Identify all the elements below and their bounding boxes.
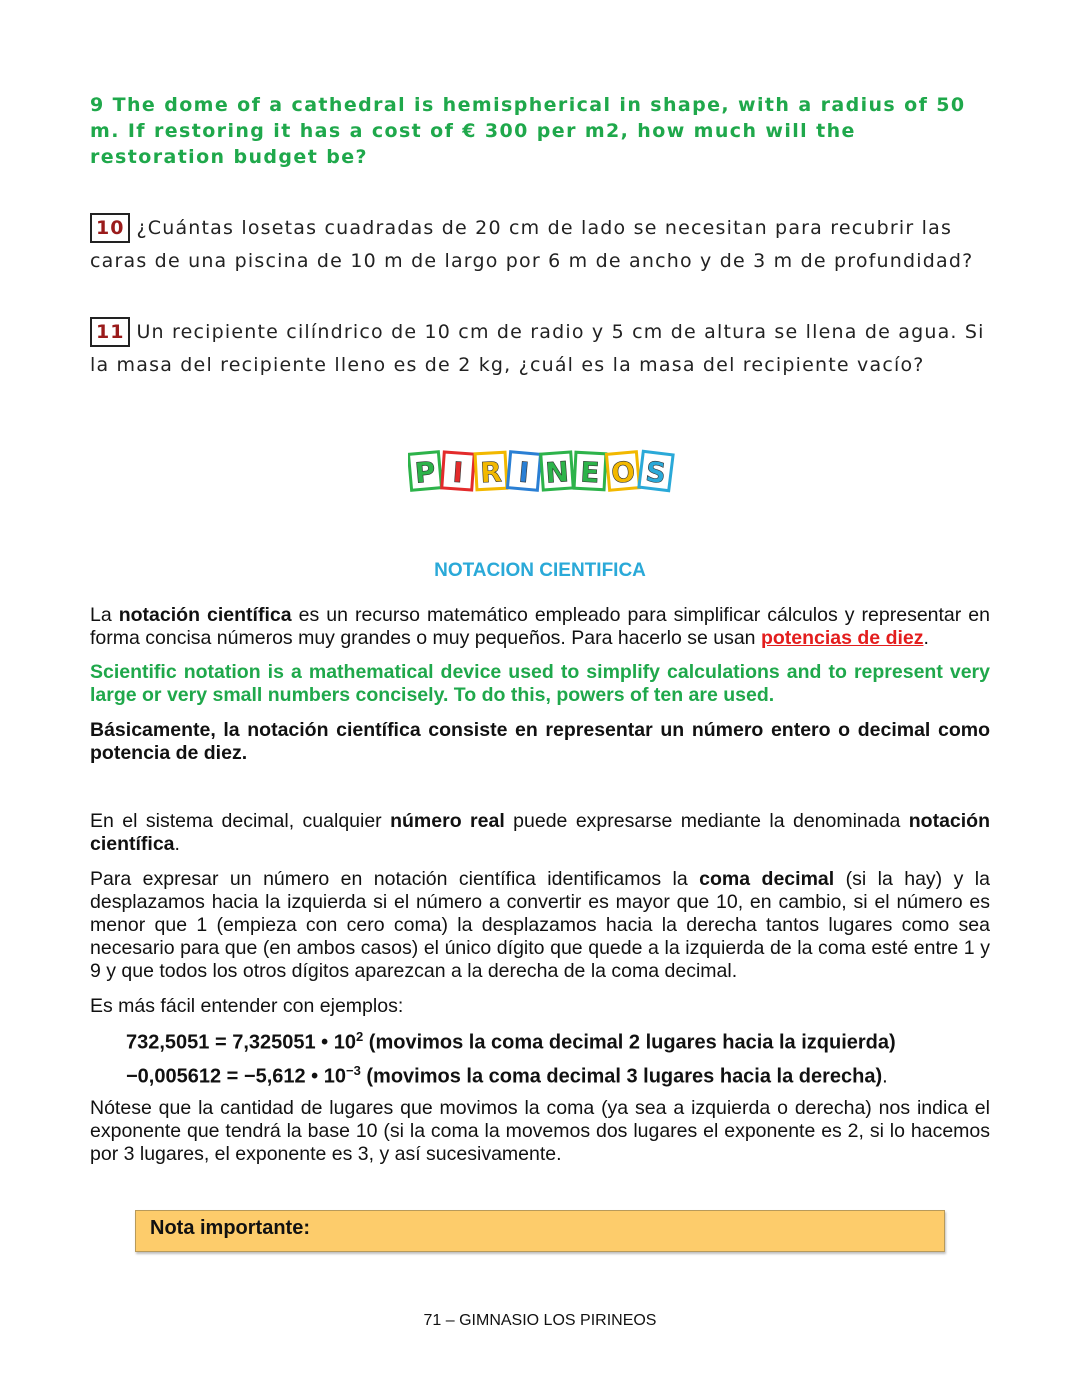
exponent-note-paragraph: Nótese que la cantidad de lugares que movimos la coma (ya sea a izquierda o derecha) nos indica el exponente que tendrá la base 10 (si la coma la movemos dos lugares el exponente es 2, si lo hacemos por 3 lugares, el exponente es 3, y así sucesivamente. [90, 1097, 990, 1165]
section-title: NOTACION CIENTIFICA [434, 560, 646, 581]
svg-text:S: S [643, 454, 668, 491]
exercise-11 [90, 316, 990, 382]
examples-intro: Es más fácil entender con ejemplos: [90, 995, 404, 1017]
intro-paragraph-english: Scientific notation is a mathematical device used to simplify calculations and to represent very large or very small numbers concisely. To do this, powers of ten are used. [90, 661, 990, 706]
intro-paragraph: La notación científica es un recurso matemático empleado para simplificar cálculos y representar en forma concisa números muy grandes o muy pequeños. Para hacerlo se usan potencias de diez. [90, 604, 991, 649]
svg-text:I: I [451, 455, 465, 490]
powers-of-ten-link[interactable]: potencias de diez [760, 627, 924, 649]
pirineos-logo [408, 448, 680, 494]
exercise-9: 9 The dome of a cathedral is hemispherical in shape, with a radius of 50 m. If restoring it has a cost of € 300 per m2, how much will the restoration budget be? [90, 94, 966, 168]
logo-letter-o [606, 452, 639, 490]
basic-definition: Básicamente, la notación científica consiste en representar un número entero o decimal como potencia de diez. [90, 719, 990, 764]
exercise-10-text: ¿Cuántas losetas cuadradas de 20 cm de lado se necesitan para recubrir las caras de una piscina de 10 m de largo por 6 m de ancho y de 3 m de profundidad? [90, 217, 974, 272]
logo-letter-i [507, 452, 540, 490]
svg-text:E: E [579, 455, 601, 490]
svg-text:O: O [609, 455, 637, 490]
logo-letter-s [639, 451, 673, 490]
example-2: −0,005612 = −5,612 • $10^{-3}$ (movimos la coma decimal 3 lugares hacia la derecha). [126, 1063, 888, 1088]
real-number-paragraph: En el sistema decimal, cualquier número real puede expresarse mediante la denominada notación científica. [90, 810, 990, 855]
important-note-label: Nota importante: [150, 1217, 310, 1239]
important-note-box [135, 1210, 945, 1252]
logo-letter-i [442, 452, 474, 490]
logo-letter-e [574, 452, 606, 490]
exercise-10 [90, 212, 990, 278]
logo-letter-p [408, 452, 441, 490]
page-footer: 71 – GIMNASIO LOS PIRINEOS [423, 1312, 657, 1329]
exercise-11-text: Un recipiente cilíndrico de 10 cm de radio y 5 cm de altura se llena de agua. Si la masa del recipiente lleno es de 2 kg, ¿cuál es la masa del recipiente vacío? [90, 321, 985, 376]
svg-text:P: P [413, 455, 437, 490]
exercise-10-number: 10 [90, 213, 130, 243]
example-1: 732,5051 = 7,325051 • $10^2$ (movimos la coma decimal 2 lugares hacia la izquierda) [126, 1029, 896, 1054]
logo-letter-n [541, 452, 573, 490]
procedure-paragraph: Para expresar un número en notación científica identificamos la coma decimal (si la hay) y la desplazamos hacia la izquierda si el número a convertir es mayor que 10, en cambio, si el número es menor que 1 (empieza con cero coma) la desplazamos hacia la derecha tantos lugares como sea necesario para que (en ambos casos) el único dígito que quede a la izquierda de la coma esté entre 1 y 9 y que todos los otros dígitos aparezcan a la derecha de la coma decimal. [90, 868, 990, 982]
exercise-11-number: 11 [90, 317, 130, 347]
svg-text:R: R [479, 455, 503, 490]
svg-text:I: I [517, 455, 531, 490]
svg-text:N: N [544, 455, 570, 490]
logo-letter-r [475, 452, 507, 490]
